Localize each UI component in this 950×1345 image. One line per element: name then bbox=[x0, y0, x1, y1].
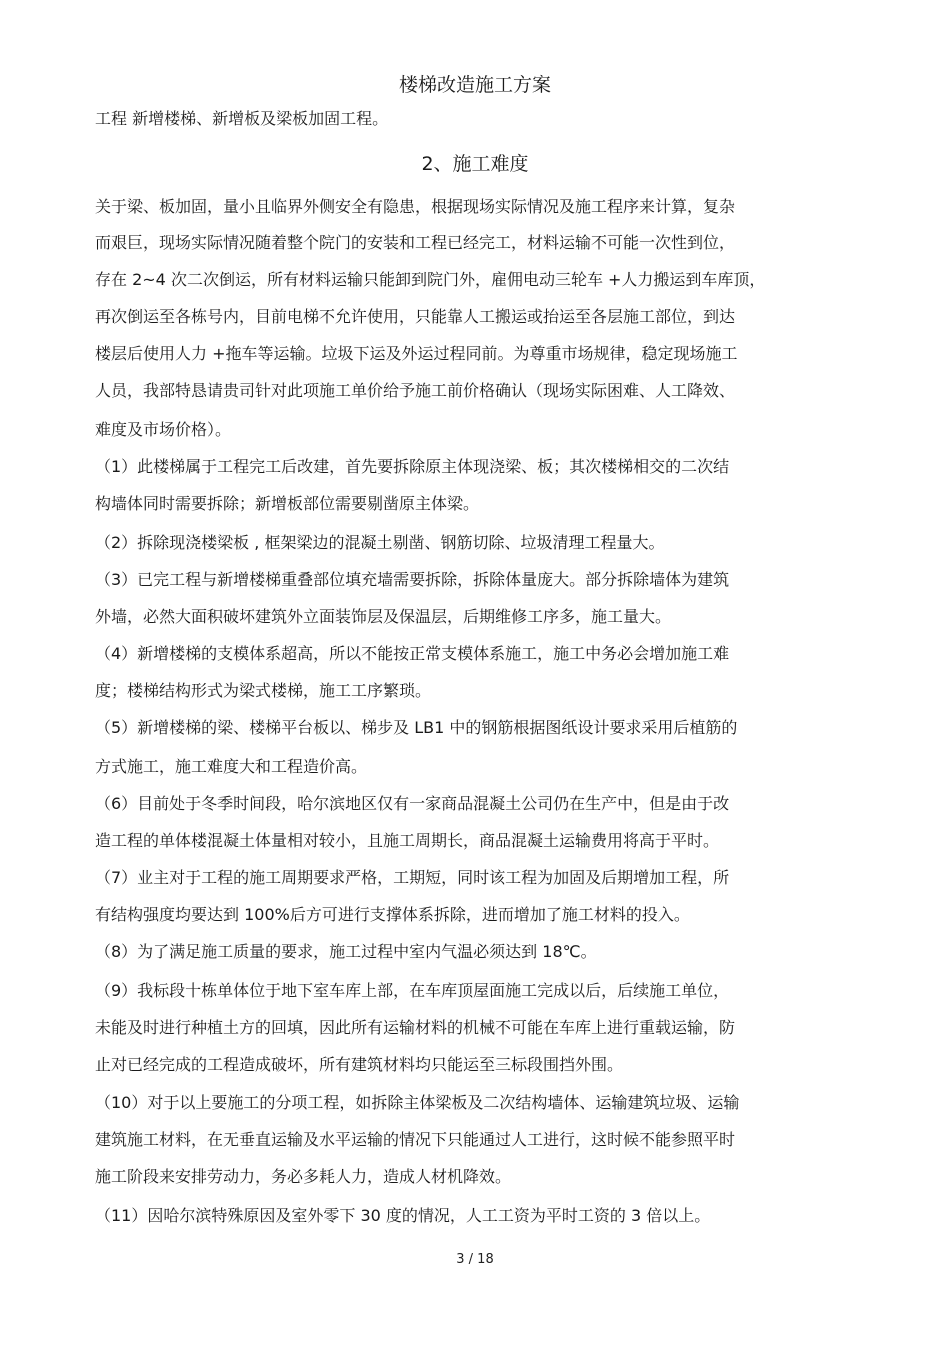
body-line: 难度及市场价格）。 bbox=[95, 420, 232, 439]
body-line: 存在 2~4 次二次倒运，所有材料运输只能卸到院门外，雇佣电动三轮车 +人力搬运到车库顶， bbox=[95, 270, 766, 289]
list-item-2-line: （2）拆除现浇楼梁板 , 框架梁边的混凝土剔凿、钢筋切除、垃圾清理工程量大。 bbox=[95, 533, 665, 552]
list-item-4-line: 度；楼梯结构形式为梁式楼梯，施工工序繁琐。 bbox=[95, 681, 432, 700]
list-item-9-line: 未能及时进行种植土方的回填，因此所有运输材料的机械不可能在车库上进行重载运输，防 bbox=[95, 1018, 736, 1037]
section-heading: 2、施工难度 bbox=[421, 153, 529, 175]
list-item-10-line: 施工阶段来安排劳动力，务必多耗人力，造成人材机降效。 bbox=[95, 1167, 512, 1186]
list-item-3-line: （3）已完工程与新增楼梯重叠部位填充墙需要拆除，拆除体量庞大。部分拆除墙体为建筑 bbox=[95, 570, 730, 589]
list-item-5-line: 方式施工，施工难度大和工程造价高。 bbox=[95, 757, 368, 776]
body-line: 再次倒运至各栋号内，目前电梯不允许使用，只能靠人工搬运或抬运至各层施工部位，到达 bbox=[95, 307, 736, 326]
list-item-10-line: 建筑施工材料，在无垂直运输及水平运输的情况下只能通过人工进行，这时候不能参照平时 bbox=[95, 1130, 736, 1149]
list-item-6-line: 造工程的单体楼混凝土体量相对较小，且施工周期长，商品混凝土运输费用将高于平时。 bbox=[95, 831, 720, 850]
list-item-9-line: 止对已经完成的工程造成破坏，所有建筑材料均只能运至三标段围挡外围。 bbox=[95, 1055, 624, 1074]
body-line: 关于梁、板加固，量小且临界外侧安全有隐患，根据现场实际情况及施工程序来计算，复杂 bbox=[95, 197, 736, 216]
list-item-7-line: （7）业主对于工程的施工周期要求严格，工期短，同时该工程为加固及后期增加工程，所 bbox=[95, 868, 730, 887]
body-line: 而艰巨，现场实际情况随着整个院门的安装和工程已经完工，材料运输不可能一次性到位， bbox=[95, 233, 736, 252]
list-item-7-line: 有结构强度均要达到 100%后方可进行支撑体系拆除，进而增加了施工材料的投入。 bbox=[95, 905, 690, 924]
list-item-1-line: （1）此楼梯属于工程完工后改建，首先要拆除原主体现浇梁、板；其次楼梯相交的二次结 bbox=[95, 457, 730, 476]
list-item-1-line: 构墙体同时需要拆除；新增板部位需要剔凿原主体梁。 bbox=[95, 494, 480, 513]
page-title: 楼梯改造施工方案 bbox=[398, 74, 551, 96]
list-item-3-line: 外墙，必然大面积破坏建筑外立面装饰层及保温层，后期维修工序多，施工量大。 bbox=[95, 607, 672, 626]
page-number: 3 / 18 bbox=[456, 1252, 494, 1267]
list-item-10-line: （10）对于以上要施工的分项工程，如拆除主体梁板及二次结构墙体、运输建筑垃圾、运输 bbox=[95, 1093, 740, 1112]
body-line: 人员，我部特恳请贵司针对此项施工单价给予施工前价格确认（现场实际困难、人工降效、 bbox=[95, 381, 736, 400]
list-item-11-line: （11）因哈尔滨特殊原因及室外零下 30 度的情况，人工工资为平时工资的 3 倍以上。 bbox=[95, 1206, 711, 1225]
scope-line: 工程 新增楼梯、新增板及梁板加固工程。 bbox=[95, 109, 389, 128]
list-item-9-line: （9）我标段十栋单体位于地下室车库上部，在车库顶屋面施工完成以后，后续施工单位， bbox=[95, 981, 730, 1000]
list-item-5-line: （5）新增楼梯的梁、楼梯平台板以、梯步及 LB1 中的钢筋根据图纸设计要求采用后植筋的 bbox=[95, 718, 738, 737]
body-line: 楼层后使用人力 +拖车等运输。垃圾下运及外运过程同前。为尊重市场规律，稳定现场施工 bbox=[95, 344, 738, 363]
list-item-6-line: （6）目前处于冬季时间段，哈尔滨地区仅有一家商品混凝土公司仍在生产中，但是由于改 bbox=[95, 794, 730, 813]
list-item-8-line: （8）为了满足施工质量的要求，施工过程中室内气温必须达到 18℃。 bbox=[95, 942, 597, 961]
list-item-4-line: （4）新增楼梯的支模体系超高，所以不能按正常支模体系施工，施工中务必会增加施工难 bbox=[95, 644, 730, 663]
